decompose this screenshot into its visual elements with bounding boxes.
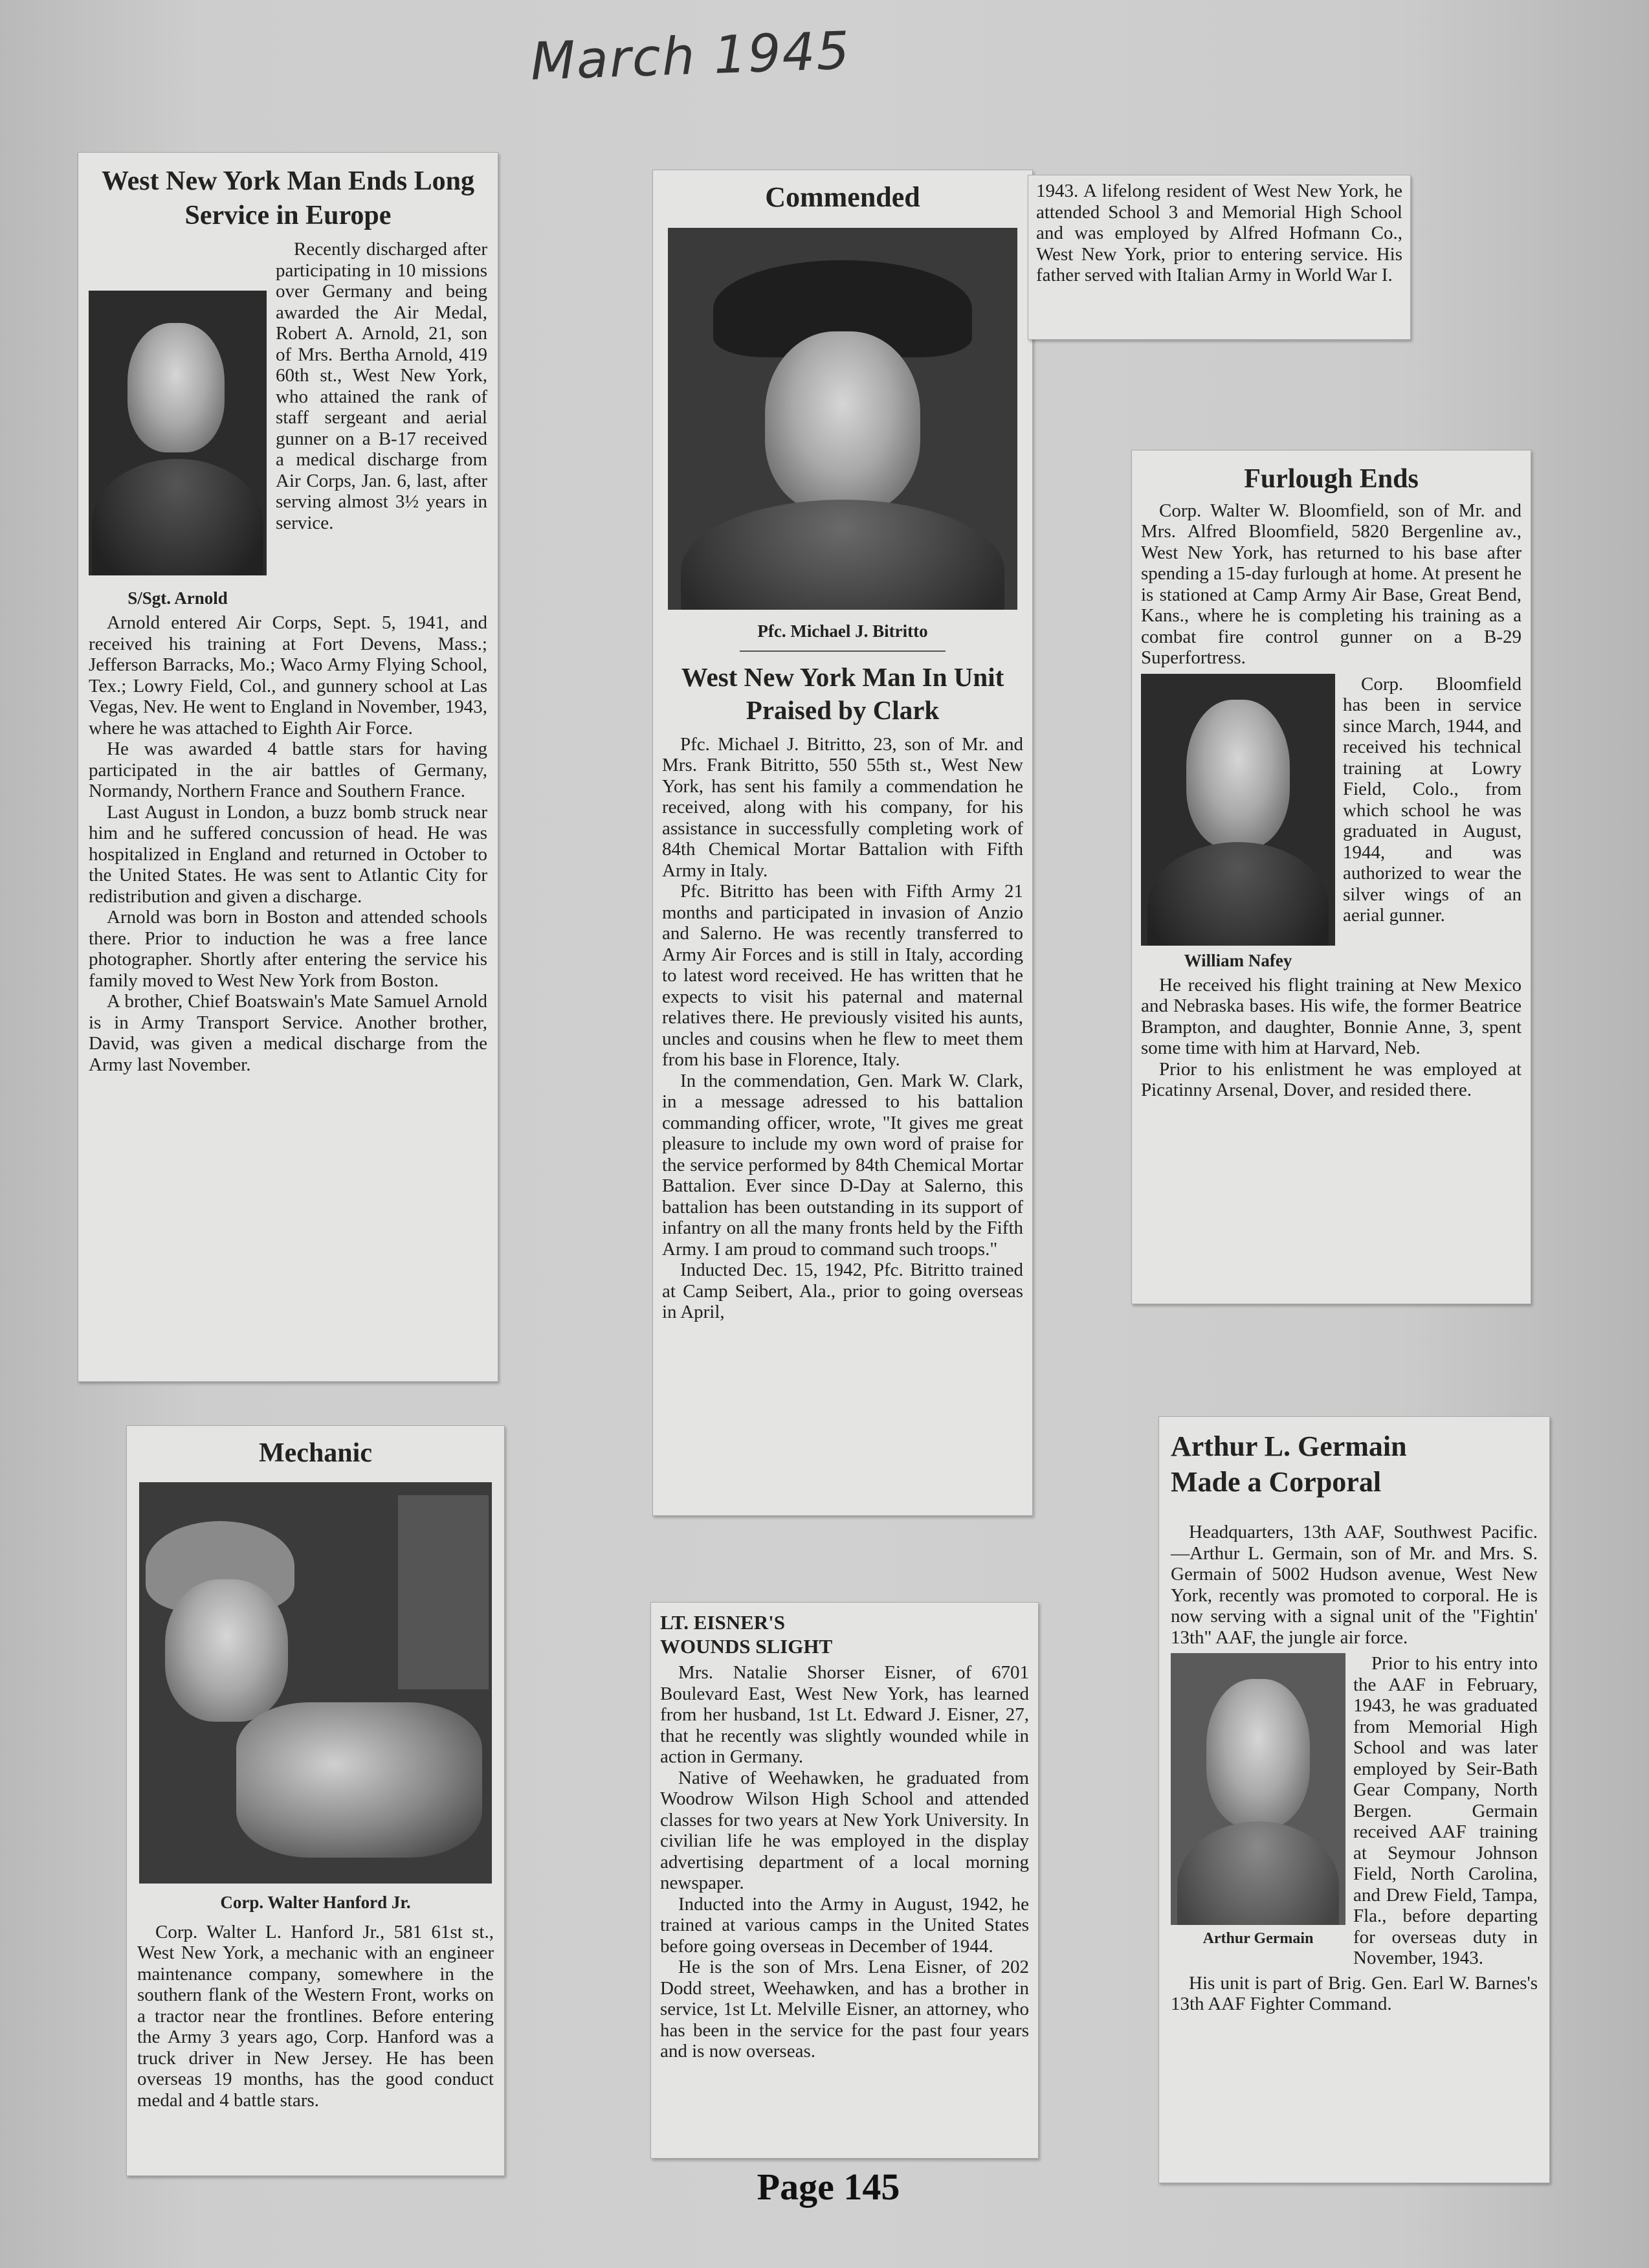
hanford-photo — [139, 1482, 492, 1884]
bitritto-paragraph: Pfc. Bitritto has been with Fifth Army 21 months and participated in invasion of Anzio and Salerno. He was recently transferred to Army Air Forces and is still in Italy, according to latest word received. He has written that he expects to visit his paternal and maternal relatives there. He previously visited his aunts, uncles and cousins when he flew to meet them from his base in Florence, Italy. — [662, 881, 1023, 1070]
bloomfield-paragraph: Corp. Bloomfield has been in service since March, 1944, and received his technical training at Lowry Field, Colo., from which school he was graduated in August, 1944, and was authorized to wear the silver wings of an aerial gunner. — [1343, 673, 1522, 926]
bloomfield-paragraph: Prior to his enlistment he was employed at Picatinny Arsenal, Dover, and resided there. — [1141, 1058, 1522, 1100]
eisner-paragraph: Native of Weehawken, he graduated from Woodrow Wilson High School and attended classes for two years at New York University. In civilian life he was employed in the display advertising department of a local morning newspaper. — [660, 1767, 1029, 1894]
bitritto-paragraph: Inducted Dec. 15, 1942, Pfc. Bitritto trained at Camp Seibert, Ala., prior to going overseas in April, — [662, 1260, 1023, 1322]
arnold-paragraph: A brother, Chief Boatswain's Mate Samuel Arnold is in Army Transport Service. Another brother, David, was given a medical discharge from the Army last November. — [89, 991, 487, 1075]
eisner-paragraph: He is the son of Mrs. Lena Eisner, of 202 Dodd street, Weehawken, and has a brother in service, 1st Lt. Melville Eisner, an attorney, who has been in the service for the past four years and is now overseas. — [660, 1957, 1029, 2062]
bitritto-paragraph: In the commendation, Gen. Mark W. Clark, in a message adressed to his battalion commanding officer, wrote, "It gives me great pleasure to include my own word of praise for the service performed by 84th Chemical Mortar Battalion. Ever since D-Day at Salerno, this battalion has been outstanding in its support of infantry on all the many fronts held by the Fifth Army. I am proud to command such troops." — [662, 1070, 1023, 1260]
germain-paragraph: Prior to his entry into the AAF in February, 1943, he was graduated from Memorial High School and was later employed by Seir-Bath Gear Company, North Bergen. Germain received AAF training at Seymour Johnson Field, North Carolina, and Drew Field, Tampa, Fla., before departing for overseas duty in November, 1943. — [1353, 1653, 1538, 1968]
bitritto-headline: West New York Man In Unit Praised by Clark — [681, 662, 1004, 726]
eisner-paragraph: Mrs. Natalie Shorser Eisner, of 6701 Boulevard East, West New York, has learned from her husband, 1st Lt. Edward J. Eisner, 27, that he recently was slightly wounded while in action in Germany. — [660, 1662, 1029, 1768]
germain-headline: Arthur L. Germain Made a Corporal — [1171, 1430, 1407, 1498]
clipping-arnold — [78, 152, 498, 1382]
bitritto-continuation-text: 1943. A lifelong resident of West New York, he attended School 3 and Memorial High School and was employed by Alfred Hofmann Co., West New York, prior to entering service. His father served with Italian Army in World War I. — [1036, 181, 1402, 285]
bloomfield-photo — [1141, 674, 1335, 946]
germain-paragraph: His unit is part of Brig. Gen. Earl W. Barnes's 13th AAF Fighter Command. — [1171, 1972, 1538, 2014]
eisner-paragraph: Inducted into the Army in August, 1942, he trained at various camps in the United States before going overseas in December of 1944. — [660, 1893, 1029, 1957]
bloomfield-paragraph: Corp. Walter W. Bloomfield, son of Mr. and Mrs. Alfred Bloomfield, 5820 Bergenline av., West New York, has returned to his base after spending a 15-day furlough at home. At present he is stationed at Camp Army Air Base, Great Bend, Kans., where he is completing his training as a combat fire control gunner on a B-29 Superfortress. — [1141, 500, 1522, 668]
hanford-kicker: Mechanic — [259, 1438, 372, 1468]
bitritto-paragraph: Pfc. Michael J. Bitritto, 23, son of Mr. and Mrs. Frank Bitritto, 550 55th st., West New York, has sent his family a commendation he received, along with his company, for his assistance in successfully completing work of 84th Chemical Mortar Battalion with Fifth Army in Italy. — [662, 733, 1023, 881]
arnold-paragraph: Recently discharged after participating in 10 missions over Germany and being awarded the Air Medal, Robert A. Arnold, 21, son of Mrs. Bertha Arnold, 419 60th st., West New York, who attained the rank of staff sergeant and aerial gunner on a B-17 received a medical discharge from Air Corps, Jan. 6, last, after serving almost 3½ years in service. — [276, 239, 487, 533]
bloomfield-caption: William Nafey — [1184, 950, 1292, 970]
hanford-caption: Corp. Walter Hanford Jr. — [220, 1892, 411, 1912]
arnold-paragraph: Last August in London, a buzz bomb struck near him and he suffered concussion of head. He was hospitalized in England and returned in October to the United States. He was sent to Atlantic City for redistribution and given a discharge. — [89, 801, 487, 907]
clipping-bitritto-continuation — [1028, 175, 1411, 340]
bloomfield-headline: Furlough Ends — [1244, 464, 1419, 494]
germain-photo — [1171, 1653, 1345, 1925]
clipping-hanford — [126, 1425, 505, 2176]
germain-caption: Arthur Germain — [1202, 1930, 1314, 1947]
arnold-photo — [89, 291, 267, 575]
eisner-headline: LT. EISNER'S WOUNDS SLIGHT — [660, 1611, 833, 1658]
handwritten-date: March 1945 — [529, 20, 852, 92]
clipping-eisner — [650, 1602, 1039, 2159]
arnold-paragraph: He was awarded 4 battle stars for having participated in the air battles of Germany, Normandy, Northern France and Southern France. — [89, 739, 487, 801]
clipping-bitritto — [652, 170, 1033, 1516]
arnold-paragraph: Arnold entered Air Corps, Sept. 5, 1941, and received his training at Fort Devens, Mass.; Jefferson Barracks, Mo.; Waco Army Flying School, Tex.; Lowry Field, Col., and gunnery school at Las Vegas, Nev. He went to England in November, 1943, where he was attached to Eighth Air Force. — [89, 612, 487, 739]
bloomfield-paragraph: He received his flight training at New Mexico and Nebraska bases. His wife, the former Beatrice Brampton, and daughter, Bonnie Anne, 3, spent some time with him at Harvard, Neb. — [1141, 974, 1522, 1058]
hanford-paragraph: Corp. Walter L. Hanford Jr., 581 61st st., West New York, a mechanic with an engineer maintenance company, somewhere in the southern flank of the Western Front, works on a tractor near the frontlines. Before entering the Army 3 years ago, Corp. Hanford was a truck driver in New Jersey. He has been overseas 19 months, has the good conduct medal and 4 battle stars. — [137, 1921, 494, 2111]
arnold-caption: S/Sgt. Arnold — [127, 588, 228, 608]
germain-paragraph: Headquarters, 13th AAF, Southwest Pacific.—Arthur L. Germain, son of Mr. and Mrs. S. Germain of 5002 Hudson avenue, West New York, recently was promoted to corporal. He is now serving with a signal unit of the "Fightin' 13th" AAF, the jungle air force. — [1171, 1522, 1538, 1648]
bitritto-kicker: Commended — [765, 181, 920, 213]
arnold-paragraph: Arnold was born in Boston and attended schools there. Prior to induction he was a free lance photographer. Shortly after entering the service his family moved to West New York from Boston. — [89, 907, 487, 991]
bitritto-photo — [668, 228, 1017, 610]
clipping-germain — [1158, 1416, 1550, 2183]
arnold-headline: West New York Man Ends Long Service in Europe — [101, 166, 475, 230]
bitritto-caption: Pfc. Michael J. Bitritto — [757, 621, 928, 641]
page-number: Page 145 — [757, 2166, 900, 2208]
clipping-bloomfield — [1131, 450, 1531, 1304]
